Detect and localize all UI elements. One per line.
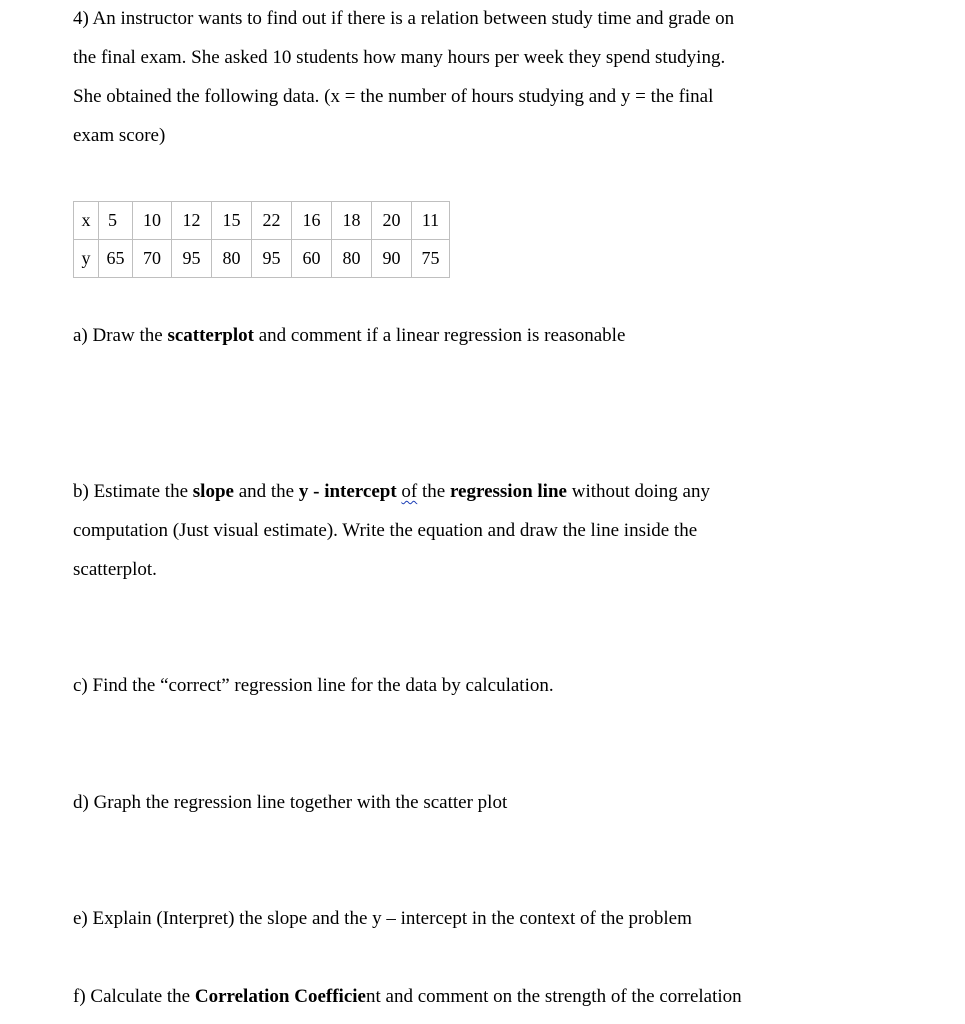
- table-cell-x: 22: [252, 202, 292, 240]
- data-table: [73, 201, 450, 278]
- intro-line-4: exam score): [73, 125, 166, 146]
- question-c: c) Find the “correct” regression line for the data by calculation.: [73, 675, 554, 696]
- table-cell-x: 20: [372, 202, 412, 240]
- intro-line-3: She obtained the following data. (x = the number of hours studying and y = the final: [73, 86, 714, 107]
- spellcheck-underline[interactable]: of: [401, 481, 418, 502]
- question-e: e) Explain (Interpret) the slope and the y – intercept in the context of the problem: [73, 908, 692, 929]
- question-b-mid3: the: [417, 481, 450, 502]
- intro-line-2: the final exam. She asked 10 students how many hours per week they spend studying.: [73, 47, 726, 68]
- table-cell-y: 75: [412, 240, 450, 278]
- table-cell-x: 15: [212, 202, 252, 240]
- table-cell-y: 70: [133, 240, 172, 278]
- table-cell-x: 12: [172, 202, 212, 240]
- question-a-pre: a) Draw the: [73, 325, 168, 346]
- table-cell-y: 80: [332, 240, 372, 278]
- table-row-y: [74, 240, 450, 278]
- question-f-bold: Correlation Coefficie: [194, 986, 366, 1007]
- table-cell-x: 10: [133, 202, 172, 240]
- table-cell-x: 5: [99, 202, 133, 240]
- question-a: [73, 325, 625, 347]
- table-cell-y: 95: [252, 240, 292, 278]
- question-b-line-2: computation (Just visual estimate). Write the equation and draw the line inside the: [73, 520, 698, 541]
- table-cell-x-label: x: [74, 202, 99, 240]
- table-cell-y-label: y: [74, 240, 99, 278]
- table-cell-y: 60: [292, 240, 332, 278]
- question-f: [73, 986, 742, 1008]
- question-a-post: and comment if a linear regression is reasonable: [253, 325, 626, 346]
- table-cell-x: 16: [292, 202, 332, 240]
- question-b-slope: slope: [192, 481, 234, 502]
- table-cell-x: 18: [332, 202, 372, 240]
- table-cell-y: 95: [172, 240, 212, 278]
- question-b-line-1: [73, 481, 710, 503]
- table-cell-x: 11: [412, 202, 450, 240]
- question-b-post: without doing any: [566, 481, 710, 502]
- table-cell-y: 90: [372, 240, 412, 278]
- intro-line-1: 4) An instructor wants to find out if there is a relation between study time and grade on: [73, 8, 735, 29]
- table-row-x: [74, 202, 450, 240]
- question-b-pre: b) Estimate the: [73, 481, 193, 502]
- question-f-post: nt and comment on the strength of the correlation: [365, 986, 742, 1007]
- question-d: d) Graph the regression line together with the scatter plot: [73, 792, 508, 813]
- question-b-intercept: y - intercept: [298, 481, 397, 502]
- table-cell-y: 65: [99, 240, 133, 278]
- table-cell-y: 80: [212, 240, 252, 278]
- question-f-pre: f) Calculate the: [73, 986, 195, 1007]
- question-a-bold: scatterplot: [167, 325, 254, 346]
- question-b-line-3: scatterplot.: [73, 559, 157, 580]
- question-b-regression-line: regression line: [449, 481, 567, 502]
- question-b-mid1: and the: [233, 481, 299, 502]
